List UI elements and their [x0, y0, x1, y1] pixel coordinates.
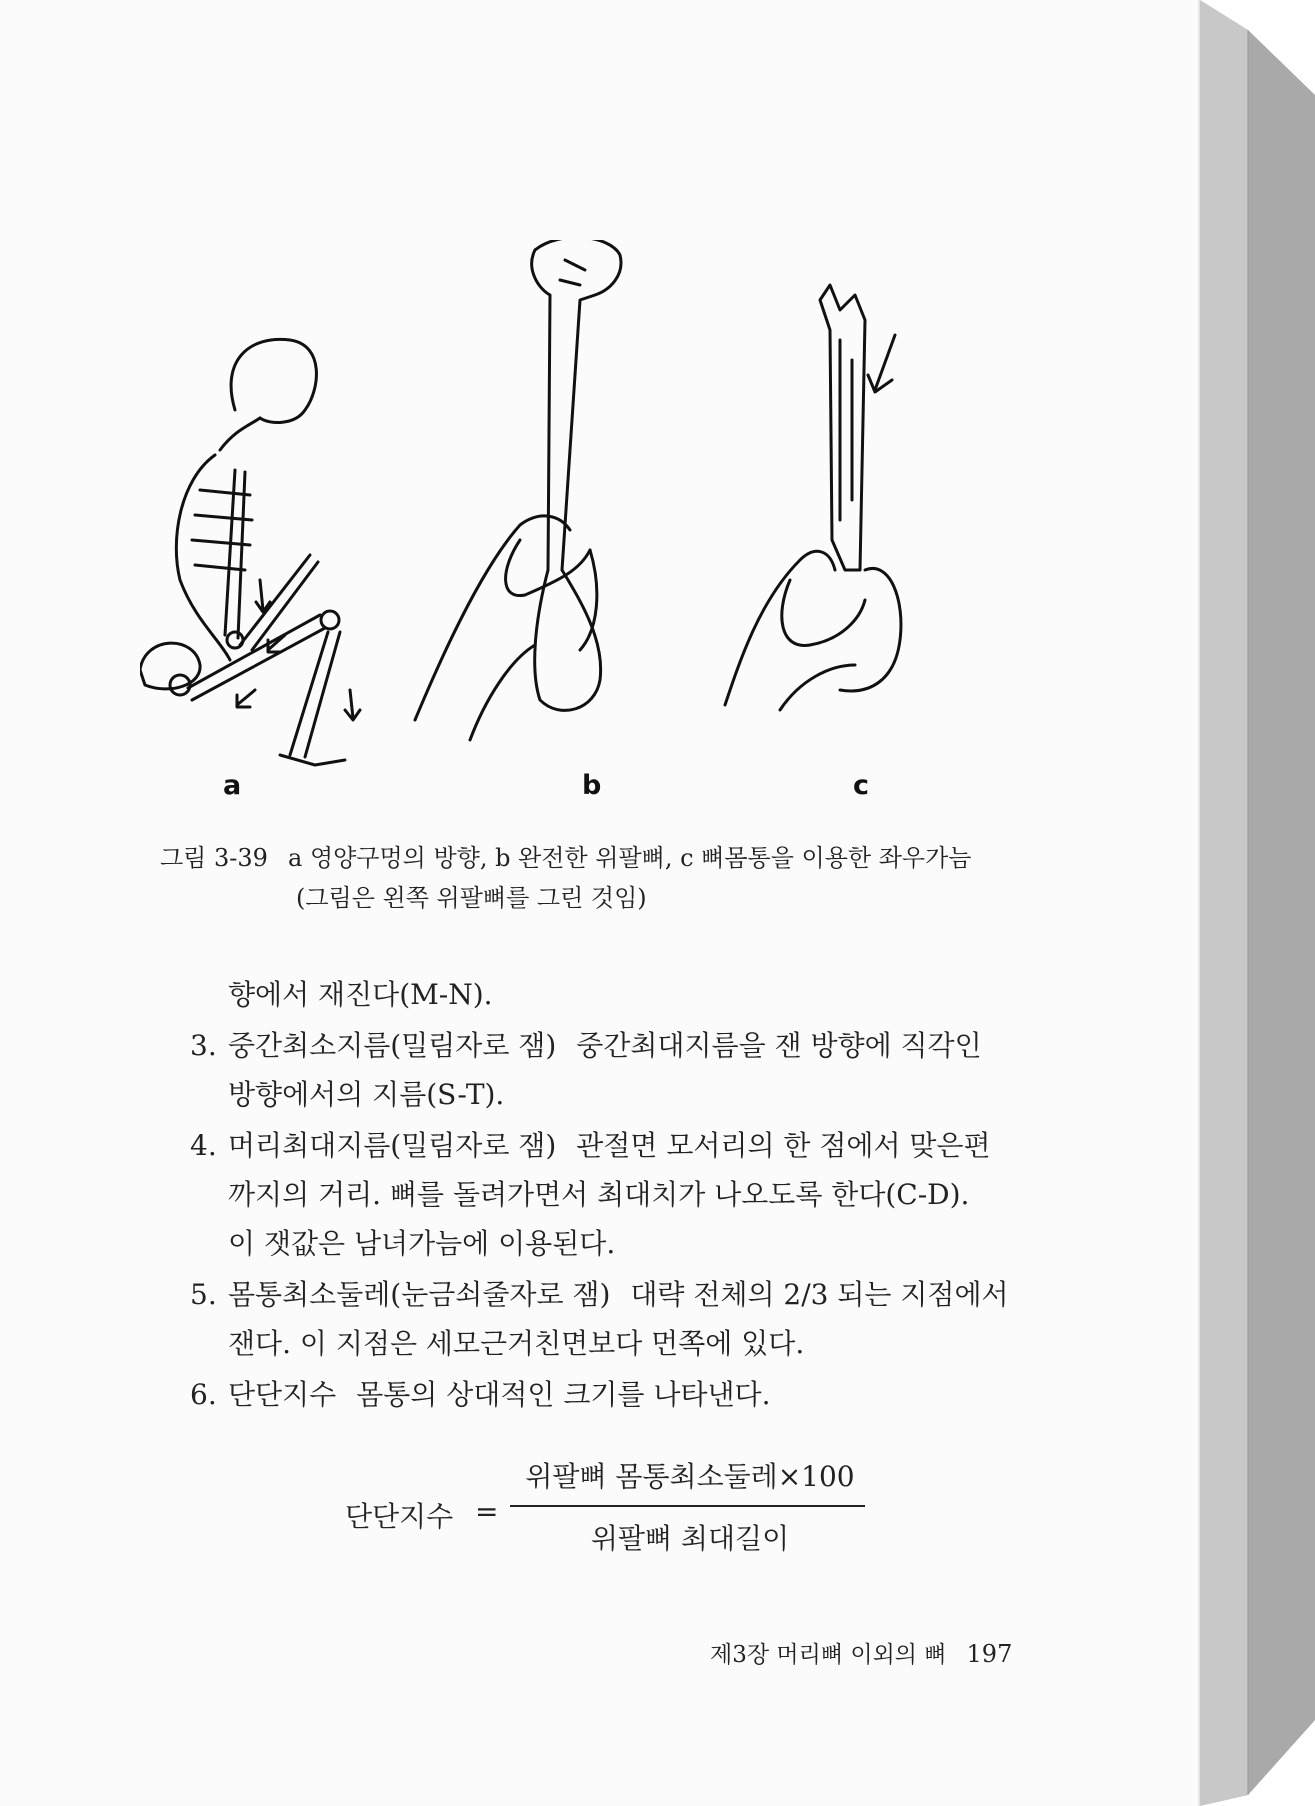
item-continuation: 잰다. 이 지점은 세모근거친면보다 먼쪽에 있다. [228, 1327, 805, 1360]
item-continuation: 이 잿값은 남녀가늠에 이용된다. [228, 1227, 616, 1260]
page-number: 197 [966, 1640, 1013, 1668]
page-footer [710, 1636, 1012, 1669]
item-term: 머리최대지름(밀림자로 잼) [228, 1129, 557, 1162]
item-line: 대략 전체의 2/3 되는 지점에서 [630, 1278, 1009, 1311]
panel-label-a: a [223, 770, 242, 801]
item-number: 4. [190, 1129, 217, 1162]
panel-label-c: c [853, 770, 870, 801]
body-text [190, 970, 1040, 1419]
formula-numerator: 위팔뼈 몸통최소둘레×100 [525, 1460, 855, 1493]
figure-illustration [140, 240, 1060, 800]
formula-equals: = [475, 1495, 499, 1528]
list-item-6 [190, 1370, 1040, 1419]
bone-drawings [140, 240, 1060, 800]
item-line: 몸통의 상대적인 크기를 나타낸다. [356, 1378, 771, 1411]
item-continuation: 방향에서의 지름(S-T). [228, 1078, 505, 1111]
item-term: 몸통최소둘레(눈금쇠줄자로 잼) [228, 1278, 611, 1311]
list-item-3 [190, 1021, 1040, 1070]
item-number: 3. [190, 1029, 217, 1062]
caption-line-2: (그림은 왼쪽 위팔뼈를 그린 것임) [296, 884, 647, 912]
item-continuation: 까지의 거리. 뼈를 돌려가면서 최대치가 나오도록 한다(C-D). [228, 1178, 970, 1211]
index-formula [345, 1455, 865, 1575]
list-item-5 [190, 1270, 1040, 1319]
list-item-4 [190, 1121, 1040, 1170]
lead-line: 향에서 재진다(M-N). [228, 978, 493, 1011]
skeleton-drawing [140, 339, 360, 765]
panel-label-b: b [582, 770, 602, 801]
item-line: 관절면 모서리의 한 점에서 맞은편 [576, 1129, 991, 1162]
item-term: 단단지수 [228, 1378, 337, 1411]
chapter-title: 제3장 머리뼈 이외의 뼈 [710, 1642, 947, 1668]
item-line: 중간최대지름을 잰 방향에 직각인 [576, 1029, 982, 1062]
caption-line-1: a 영양구멍의 방향, b 완전한 위팔뼈, c 뼈몸통을 이용한 좌우가늠 [288, 844, 972, 872]
formula-lhs: 단단지수 [345, 1500, 454, 1533]
item-term: 중간최소지름(밀림자로 잼) [228, 1029, 557, 1062]
item-number: 6. [190, 1378, 217, 1411]
figure-caption [160, 838, 971, 918]
caption-number: 그림 3-39 [160, 844, 268, 872]
item-number: 5. [190, 1278, 217, 1311]
shaft-drawing [725, 285, 901, 710]
fraction-bar [510, 1505, 865, 1507]
formula-denominator: 위팔뼈 최대길이 [590, 1522, 790, 1555]
book-edge-decoration [1200, 0, 1315, 1806]
humerus-drawing [415, 240, 621, 740]
